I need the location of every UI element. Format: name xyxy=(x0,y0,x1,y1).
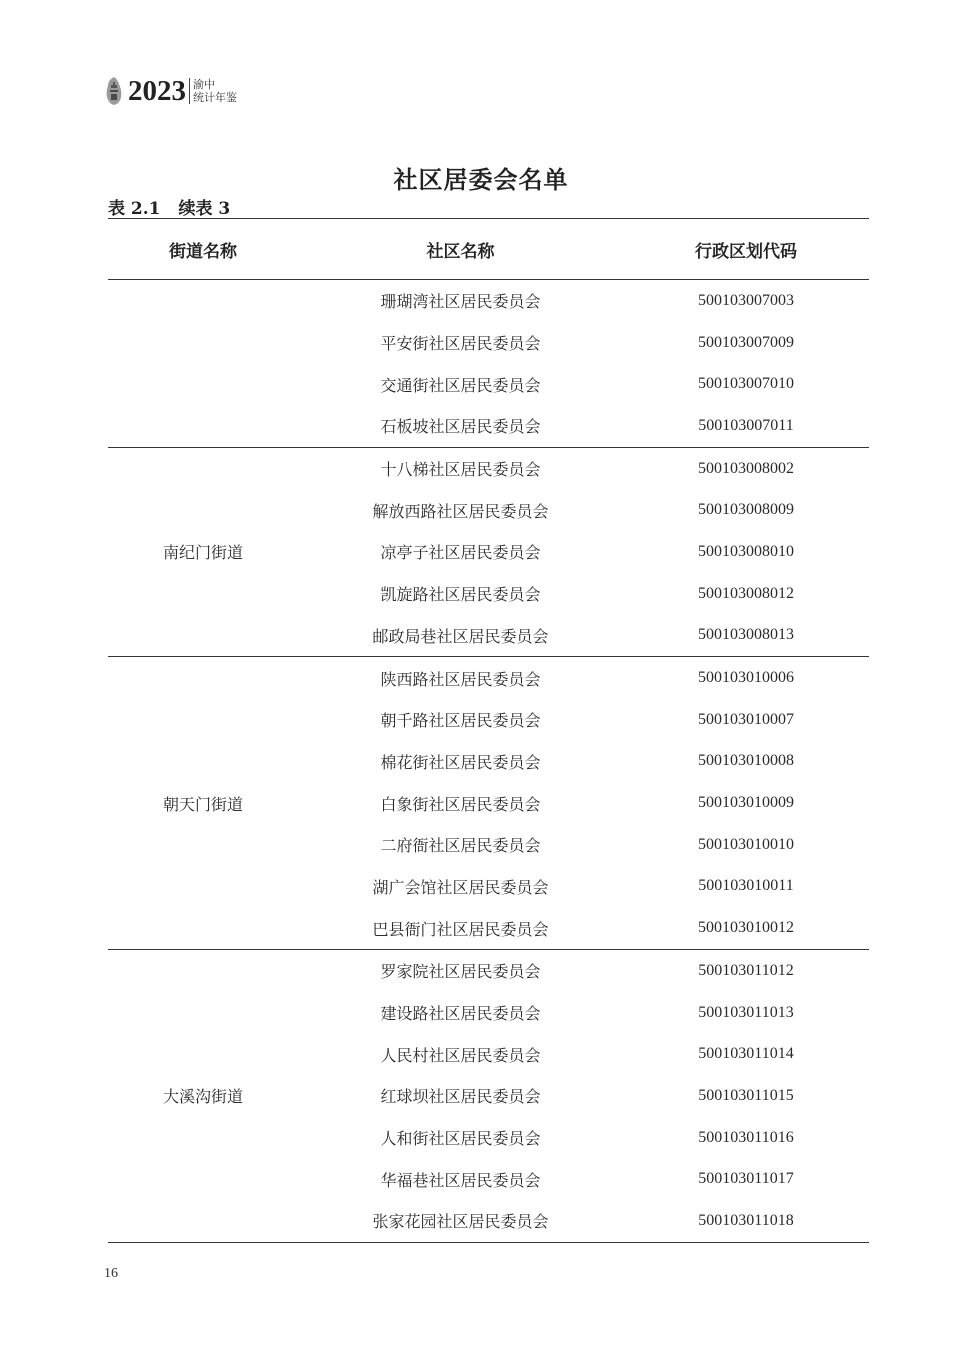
community-name-cell: 平安街社区居民委员会 xyxy=(380,334,541,354)
admin-code-cell: 500103011017 xyxy=(698,1170,794,1188)
community-name-cell: 张家花园社区居民委员会 xyxy=(372,1212,549,1232)
community-name-cell: 红球坝社区居民委员会 xyxy=(380,1087,541,1107)
admin-code-cell: 500103010007 xyxy=(698,710,794,728)
admin-code-cell: 500103011015 xyxy=(698,1086,794,1104)
community-name-cell: 石板坡社区居民委员会 xyxy=(380,417,541,437)
page-number: 16 xyxy=(104,1266,118,1281)
table-row xyxy=(108,950,869,992)
street-name-cell: 南纪门街道 xyxy=(108,447,298,656)
community-name-cell: 建设路社区居民委员会 xyxy=(380,1004,541,1024)
table-row xyxy=(108,657,869,699)
community-name-cell: 邮政局巷社区居民委员会 xyxy=(372,626,549,646)
community-name-cell: 交通街社区居民委员会 xyxy=(380,375,541,395)
community-name-cell: 人民村社区居民委员会 xyxy=(380,1045,541,1065)
column-header-code: 行政区划代码 xyxy=(623,219,869,280)
admin-code-cell: 500103010008 xyxy=(698,752,794,770)
admin-code-cell: 500103007003 xyxy=(698,291,794,309)
community-name-cell: 珊瑚湾社区居民委员会 xyxy=(380,292,541,312)
table-body xyxy=(108,280,869,1243)
admin-code-cell: 500103011013 xyxy=(698,1003,794,1021)
community-name-cell: 白象街社区居民委员会 xyxy=(380,794,541,814)
admin-code-cell: 500103007009 xyxy=(698,333,794,351)
street-name-cell: 大溪沟街道 xyxy=(108,950,298,1243)
column-header-street: 街道名称 xyxy=(108,219,298,280)
admin-code-cell: 500103010011 xyxy=(698,877,794,895)
header-subtitle xyxy=(193,78,237,104)
admin-code-cell: 500103010006 xyxy=(623,657,869,699)
community-name-cell: 二府衙社区居民委员会 xyxy=(380,836,541,856)
chongqing-landmark-logo-icon xyxy=(104,76,124,106)
admin-code-cell: 500103011018 xyxy=(698,1211,794,1229)
street-name-cell: 朝天门街道 xyxy=(108,657,298,950)
community-name-cell: 华福巷社区居民委员会 xyxy=(380,1170,541,1190)
table-header-row xyxy=(108,219,869,280)
admin-code-cell: 500103008010 xyxy=(698,542,794,560)
table-row xyxy=(108,280,869,322)
admin-code-cell: 500103011014 xyxy=(698,1045,794,1063)
admin-code-cell: 500103007010 xyxy=(698,375,794,393)
street-name-cell xyxy=(108,280,298,448)
community-name-cell: 巴县衙门社区居民委员会 xyxy=(372,919,549,939)
community-name-cell: 十八梯社区居民委员会 xyxy=(298,447,623,489)
community-name-cell: 朝千路社区居民委员会 xyxy=(380,711,541,731)
community-name-cell: 凉亭子社区居民委员会 xyxy=(380,543,541,563)
admin-code-cell: 500103008002 xyxy=(623,447,869,489)
admin-code-cell: 500103010012 xyxy=(698,919,794,937)
community-name-cell: 凯旋路社区居民委员会 xyxy=(380,585,541,605)
page-title: 社区居委会名单 xyxy=(393,165,569,194)
community-name-cell: 解放西路社区居民委员会 xyxy=(372,501,549,521)
table-row xyxy=(108,447,869,489)
admin-code-cell: 500103010010 xyxy=(698,835,794,853)
community-table xyxy=(108,218,869,1243)
community-table-container xyxy=(108,218,869,1243)
header-divider xyxy=(189,78,190,104)
column-header-community: 社区名称 xyxy=(298,219,623,280)
admin-code-cell: 500103008009 xyxy=(698,501,794,519)
community-name-cell: 罗家院社区居民委员会 xyxy=(298,950,623,992)
admin-code-cell: 500103011016 xyxy=(698,1128,794,1146)
admin-code-cell: 500103008012 xyxy=(698,584,794,602)
admin-code-cell: 500103010009 xyxy=(698,794,794,812)
community-name-cell: 棉花街社区居民委员会 xyxy=(380,752,541,772)
table-continuation: 续表 3 xyxy=(178,199,231,219)
header-subtitle-line2: 统计年鉴 xyxy=(193,91,237,104)
header-subtitle-line1: 渝中 xyxy=(193,78,215,91)
admin-code-cell: 500103007011 xyxy=(698,416,794,434)
community-name-cell: 陕西路社区居民委员会 xyxy=(298,657,623,699)
admin-code-cell: 500103011012 xyxy=(623,950,869,992)
header-year: 2023 xyxy=(128,75,186,107)
community-name-cell: 湖广会馆社区居民委员会 xyxy=(372,877,549,897)
community-name-cell: 人和街社区居民委员会 xyxy=(380,1129,541,1149)
table-label xyxy=(108,194,230,219)
table-number: 表 2.1 xyxy=(108,199,161,219)
admin-code-cell: 500103008013 xyxy=(698,626,794,644)
yearbook-header xyxy=(104,74,237,108)
